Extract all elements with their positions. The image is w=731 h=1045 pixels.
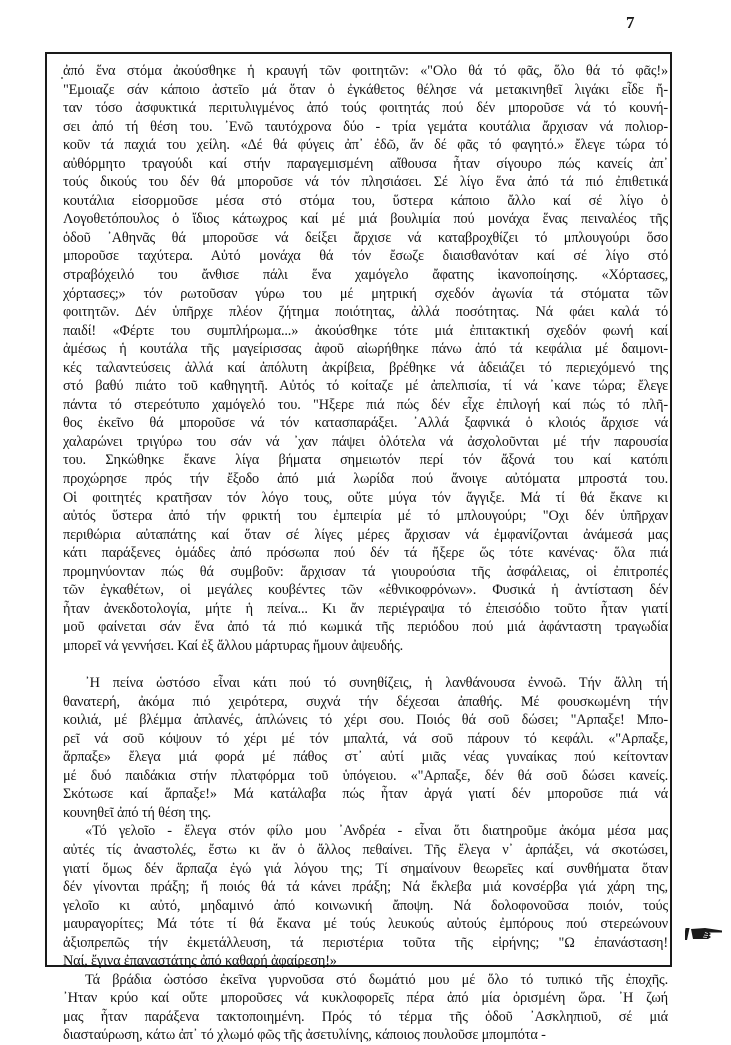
text-line: διασταύρωση, κάτω ἀπ᾿ τό χλωμό φῶς τῆς ἀσετυλίνης, κάποιος πουλοῦσε μπομπότα - — [63, 1027, 546, 1044]
text-line: θος ἐκεῖνο θά μποροῦσε νά τόν κατασπαράξει. ᾿Αλλά ξαφνικά ὁ κλοιός ἄρχισε νά — [63, 415, 668, 432]
text-line: ἀξιοπρεπῶς τήν ἐκμετάλλευση, τά περιστέρια τοῦτα τῆς εἰρήνης; "Ω ἐπανάσταση! — [63, 934, 668, 951]
text-line: μποροῦσε ταχύτερα. Αὐτό μονάχα θά τόν ἔσωζε διαισθανόταν καί σέ λίγο στό — [63, 248, 668, 265]
text-line: θανατερή, ἀκόμα πιό χειρότερα, συχνά τήν δέχεσαι ἀπαθής. Μέ φουσκωμένη τήν — [63, 693, 668, 710]
text-line: ὁδοῦ ᾿Αθηνᾶς θά μποροῦσε νά δείξει ἄρχισε νά καταβροχθίζει τό μπλουγούρι ὅσο — [63, 229, 668, 246]
text-line: κοιλιά, μέ βλέμμα ἀπλανές, ἁπλώνεις τό χέρι σου. Ποιός θά σοῦ δώσει; "Αρπαξε! Μπο- — [63, 712, 668, 729]
text-line: Σκότωσε καί ἅρπαξε!» Μά κατάλαβα πώς ἦταν ἀργά γιατί δέν μποροῦσε πιά νά — [63, 786, 668, 803]
text-line: στό βαθύ πιάτο τοῦ καθηγητῆ. Αὐτός τό κοίταζε μέ ἀπελπισία, τί νά ᾿κανε τώρα; ἔλεγε — [63, 378, 668, 395]
text-line: προμηνύονταν πώς θά συμβοῦν: ἄρχισαν τά γιουρούσια τῆς ἀσφάλειας, οἱ ἐπιτροπές — [63, 563, 668, 580]
text-line: Τά βράδια ὡστόσο ἐκεῖνα γυρνοῦσα στό δωμάτιό μου μέ ὅλο τό τυπικό τῆς ἐποχῆς. — [85, 971, 668, 988]
text-line: γελοῖο κι αὐτό, μηδαμινό ἀπό κοινωνική ἄποψη. Νά δολοφονοῦσα ποιόν, τούς — [63, 897, 668, 914]
text-line: ρεῖ νά σοῦ κόψουν τό χέρι μέ τόν μπαλτά, νά σοῦ πάρουν τό κεφάλι. «"Αρπαξε, — [63, 730, 668, 747]
text-line: κουνηθεῖ ἀπό τή θέση της. — [63, 804, 211, 821]
text-line: κές ταλαντεύσεις ἀλλά καί ἀπόλυτη ἀκρίβεια, βρέθηκε νά ἀδειάζει τό περιεχόμενό της — [63, 359, 668, 376]
text-line: χόρτασες;» τόν ρωτοῦσαν γύρω του μέ μητρική σχεδόν ἀγωνία τά στόματα τῶν — [63, 285, 668, 302]
text-line: του. Σηκώθηκε ἔκανε λίγα βήματα σημειωτόν περί τόν ἄξονά του καί κατόπι — [63, 452, 668, 469]
text-line: Λογοθετόπουλος ὁ ἴδιος κάτωχρος καί μέ μιά βουλιμία πού μονάχα ἕνας πειναλέος τῆς — [63, 211, 668, 228]
text-line: κουτάλια εἰσορμοῦσε μέσα στό στόμα του, ὕστερα κάποιο ἄλλο καί σέ λίγο ὁ — [63, 192, 668, 209]
text-line: «Τό γελοῖο - ἔλεγα στόν φίλο μου ᾿Ανδρέα - εἶναι ὅτι διατηροῦμε ἀκόμα μέσα μας — [85, 823, 668, 840]
text-line: ἦταν ἀνεκδοτολογία, μήτε ἡ πείνα... Κι ἄν περιέγραψα τό ἐπεισόδιο τοῦτο ἦταν γιατί — [63, 600, 668, 617]
text-line: "Εμοιαζε σάν κάποιο ἀστεῖο μά ὅταν ὁ ἐγκάθετος θέλησε νά μετακινηθεῖ λιγάκι εἶδε ἤ- — [63, 81, 668, 98]
text-line: μέ δυό παιδάκια στήν πλατφόρμα τοῦ ὑπόγειου. «"Αρπαξε, δέν θά σοῦ δώσει κανείς. — [63, 767, 668, 784]
text-line: ἅρπαξε» ἔλεγα μιά φορά μέ πάθος στ᾿ αὐτί μιᾶς νέας γυναίκας πού κείτονταν — [63, 749, 668, 766]
text-line: ἀμέσως ἡ κουτάλα τῆς μαγείρισσας ἀφοῦ αἰωρήθηκε πάνω ἀπό τά κεφάλια μέ δαιμονι- — [63, 341, 668, 358]
text-line: κάτι παράξενες ὁμάδες ἀπό πρόσωπα πού δέν τά ἤξερε ὥς τότε κανένας· ὅλα πιά — [63, 545, 668, 562]
text-line: δέν γίνονται πράξη; ἤ ποιός θά τά κάνει πράξη; Νά ἔκλεβα μιά κονσέρβα γιά χάρη της, — [63, 879, 668, 896]
paragraph — [63, 62, 668, 656]
paragraph — [63, 971, 668, 1045]
text-line: στραβόχειλό του ἄνθισε πάλι ἕνα χαμόγελο ἄφατης ἱκανοποίησης. «Χόρτασες, — [63, 267, 668, 284]
text-line: τούς δικούς του δέν θά μποροῦσε νά τόν πλησιάσει. Σέ λίγο ἕνα ἀπό τά πιό ἐπιθετικά — [63, 174, 668, 191]
text-line: μαυραγορίτες; Μά τότε τί θά ἔκανα μέ τούς λευκούς αὐτούς ἐμπόρους πού στερεώνουν — [63, 916, 668, 933]
text-line: παιδί! «Φέρτε του συμπλήρωμα...» ἀκούσθηκε τότε μιά ἐπιτακτική σχεδόν φωνή καί — [63, 322, 668, 339]
text-line: ταν τόσο ἀσφυκτικά περιτυλιγμένος ἀπό τούς φοιτητάς πού δέν μποροῦσε νά τό κουνή- — [63, 100, 668, 117]
text-line: ᾿Ηταν κρύο καί οὔτε μποροῦσες νά κυκλοφορεῖς πέρα ἀπό μία ὁρισμένη ὥρα. ᾿Η ζωή — [63, 990, 668, 1007]
text-line: τῶν ἐγκαθέτων, οἱ μεγάλες κουβέντες τῶν «ἐθνικοφρόνων». Φυσικά ἡ ἀντίσταση δέν — [63, 582, 668, 599]
text-line: γιατί ὅμως δέν ἅρπαζα ἐγώ γιά λόγου της; Τί σημαίνουν θεωρεῖες καί συνθήματα ὅταν — [63, 860, 668, 877]
text-line: αὐτός ὕστερα ἀπό τήν φρικτή του ἐμπειρία μέ τό μπλουγούρι; "Οχι δέν ὑπῆρχαν — [63, 508, 668, 525]
page-number: 7 — [626, 13, 635, 32]
text-line: αὐθόρμητο τραγούδι καί στήν παραγεμισμένη αἴθουσα ἦταν σίγουρο πώς κανείς ἀπ᾿ — [63, 155, 668, 172]
paragraph-gap — [63, 656, 668, 675]
text-line: ᾿Η πείνα ὡστόσο εἶναι κάτι πού τό συνηθίζεις, ἡ λανθάνουσα ἐννοῶ. Τήν ἄλλη τή — [85, 675, 668, 692]
text-line: φοιτητῶν. Δέν ὑπῆρχε πλέον ζήτημα ποιότητας, ἀλλά ποσότητας. Νά φάει καλά τό — [63, 304, 668, 321]
text-line: χαλαρώνει τριγύρω του σάν νά ᾿χαν πάψει ὁλότελα νά ἀσχολοῦνται μέ τήν παρουσία — [63, 433, 668, 450]
text-line: μπορεῖ νά γεννήσει. Καί ἐξ ἄλλου μάρτυρας ἤμουν ἀψευδής. — [63, 637, 404, 654]
pointing-hand-icon — [685, 926, 725, 942]
text-line: ἀπό ἕνα στόμα ἀκούσθηκε ἡ κραυγή τῶν φοιτητῶν: «"Ολο θά τό φᾶς, ὅλο θά τό φᾶς!» — [63, 63, 668, 79]
text-line: κοῦν τά παχιά του χείλη. «Δέ θά φύγεις ἀπ᾿ ἐδῶ, ἄν δέ φᾶς τό φαγητό.» ἔλεγε τώρα τό — [63, 137, 668, 154]
text-line: μοῦ φαίνεται σάν ἕνα ἀπό τά πιό κωμικά τῆς περιόδου πού μιά ἀφάνταστη τραγωδία — [63, 619, 668, 636]
text-line: περιθώρια αὐταπάτης καί ὅταν σέ λίγες μέρες ἄρχισαν νά ἐμφανίζονται ἀνάμεσά μας — [63, 526, 668, 543]
text-line: σει ἀπό τή θέση του. ᾿Ενῶ ταυτόχρονα δύο - τρία γεμάτα κουτάλια ἄρχισαν νά πολιορ- — [63, 118, 668, 135]
text-line: Ναί, ἔγινα ἐπαναστάτης ἀπό καθαρή ἀφαίρεση!» — [63, 953, 337, 970]
body-text — [63, 62, 668, 1045]
text-line: Οἱ φοιτητές κρατῆσαν τόν λόγο τους, οὔτε μύγα τόν ἄγγιξε. Μά τί θά ἔκανε κι — [63, 489, 668, 506]
paragraph — [63, 822, 668, 970]
text-line: μας ἦταν παράξενα τακτοποιημένη. Πρός τό τέρμα τῆς ὁδοῦ ᾿Ασκληπιοῦ, σέ μιά — [63, 1008, 668, 1025]
text-line: αὐτές τίς ἀναστολές, ἔστω κι ἄν ὁ ἄλλος πεθαίνει. Τῆς ἔλεγα ν᾿ ἁρπάξει, νά σκοτώσει, — [63, 841, 668, 858]
paragraph — [63, 674, 668, 822]
text-line: προχώρησε πρός τήν ἔξοδο ἀπό μιά λωρίδα πού ἄνοιγε αὐτόματα μπροστά του. — [63, 471, 668, 488]
text-line: πάντα τό στερεότυπο χαμόγελό του. "Ηξερε πιά πώς δέν εἶχε ἐπιλογή καί πώς τό πλῆ- — [63, 396, 668, 413]
